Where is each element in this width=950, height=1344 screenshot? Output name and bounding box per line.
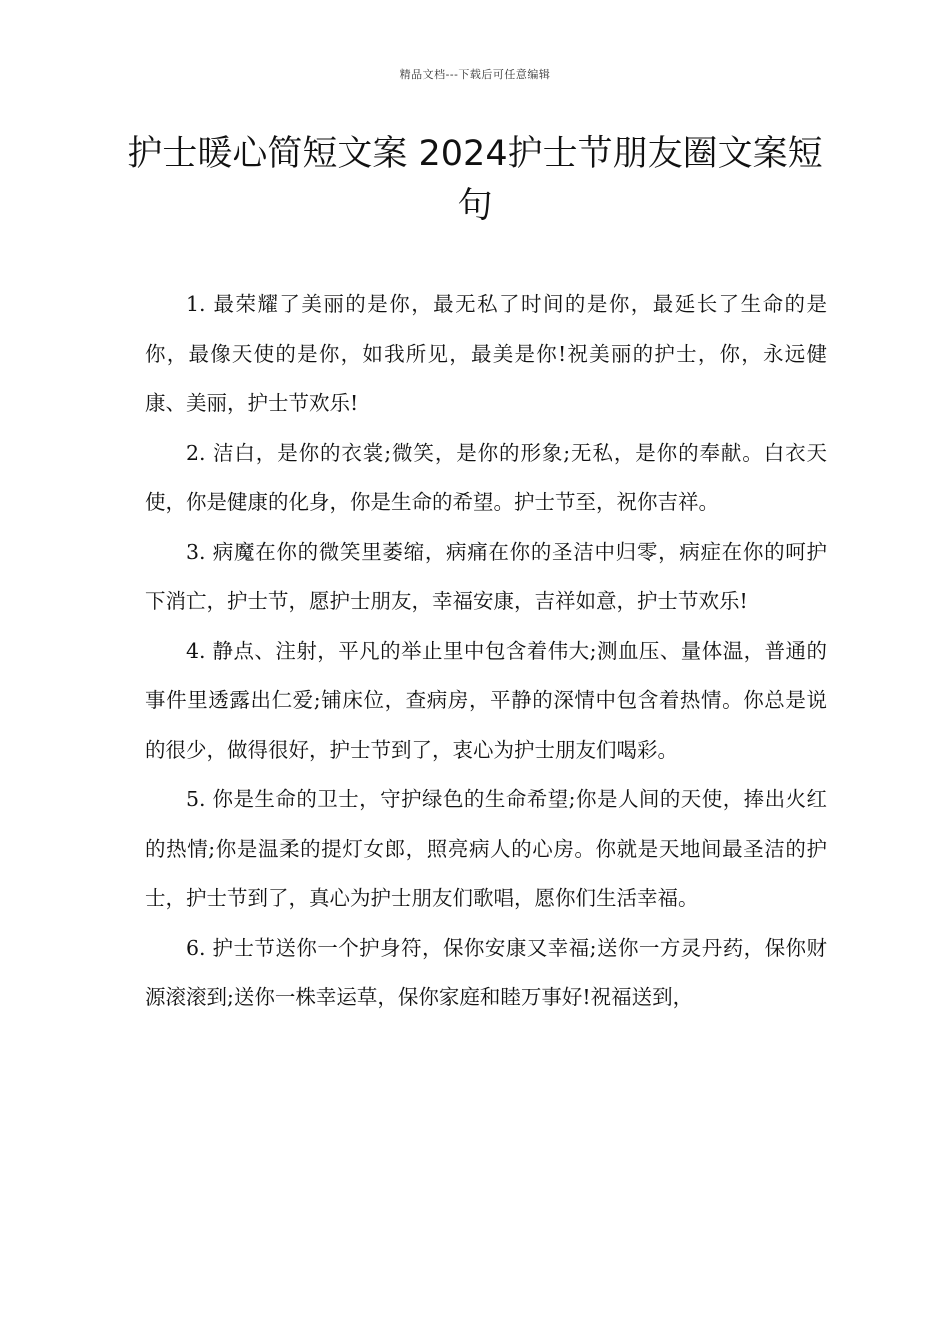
paragraph-6: 6. 护士节送你一个护身符，保你安康又幸福;送你一方灵丹药，保你财源滚滚到;送你一株幸运草，保你家庭和睦万事好!祝福送到， [145, 935, 827, 1009]
paragraph-1: 1. 最荣耀了美丽的是你，最无私了时间的是你，最延长了生命的是你，最像天使的是你，如我所见，最美是你!祝美丽的护士，你，永远健康、美丽，护士节欢乐! [145, 292, 827, 415]
document-title: 护士暖心简短文案 2024护士节朋友圈文案短句 [127, 134, 823, 226]
paragraph-5: 5. 你是生命的卫士，守护绿色的生命希望;你是人间的天使，捧出火红的热情;你是温柔的提灯女郎，照亮病人的心房。你就是天地间最圣洁的护士，护士节到了，真心为护士朋友们歌唱，愿你们生活幸福。 [145, 787, 827, 910]
document-body [145, 280, 827, 1023]
header-note: 精品文档---下载后可任意编辑 [399, 68, 551, 81]
paragraph-2: 2. 洁白，是你的衣裳;微笑，是你的形象;无私，是你的奉献。白衣天使，你是健康的化身，你是生命的希望。护士节至，祝你吉祥。 [145, 440, 827, 514]
paragraph-4: 4. 静点、注射，平凡的举止里中包含着伟大;测血压、量体温，普通的事件里透露出仁爱;铺床位，查病房，平静的深情中包含着热情。你总是说的很少，做得很好，护士节到了，衷心为护士朋友们喝彩。 [145, 638, 827, 762]
paragraph-3: 3. 病魔在你的微笑里萎缩，病痛在你的圣洁中归零，病症在你的呵护下消亡，护士节，愿护士朋友，幸福安康，吉祥如意，护士节欢乐! [145, 539, 827, 613]
